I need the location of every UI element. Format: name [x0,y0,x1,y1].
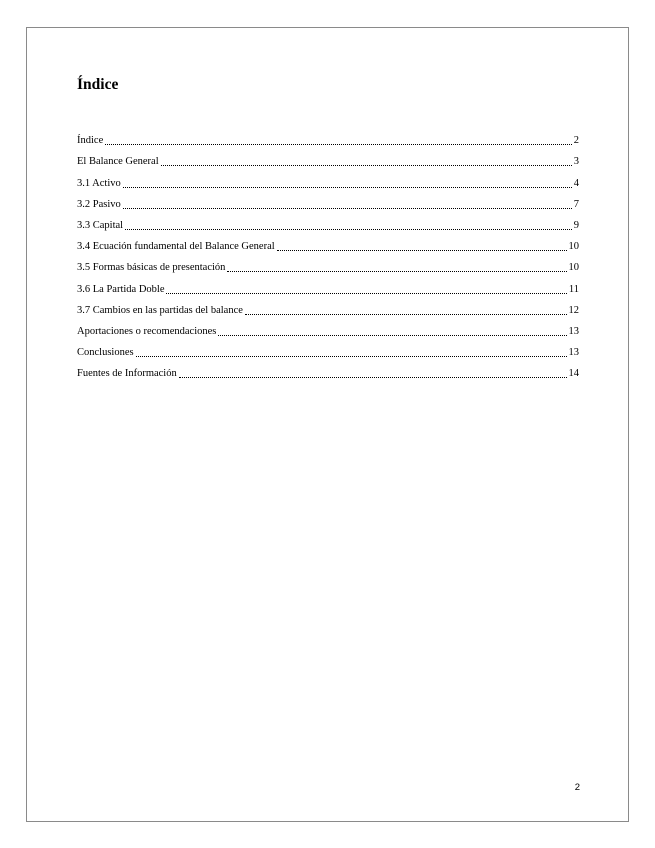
toc-entry-label: El Balance General [77,156,159,168]
toc-entry[interactable] [77,168,579,189]
dot-leader [136,356,567,357]
toc-entry[interactable] [77,126,579,147]
toc-entry[interactable] [77,317,579,338]
toc-entry-page: 13 [568,325,579,337]
page-number: 2 [574,782,580,793]
toc-entry-page: 9 [573,219,579,231]
toc-entry-page: 10 [568,241,579,253]
dot-leader [161,165,572,166]
toc-entry-label: Fuentes de Información [77,368,177,380]
toc-entry[interactable] [77,359,579,380]
toc-entry[interactable] [77,190,579,211]
dot-leader [179,377,567,378]
toc-entry-page: 13 [568,347,579,359]
dot-leader [245,314,567,315]
toc-entry-label: 3.5 Formas básicas de presentación [77,262,226,274]
toc-entry-page: 7 [573,198,579,210]
toc-entry-page: 12 [568,304,579,316]
dot-leader [218,335,566,336]
toc-entry-label: 3.3 Capital [77,219,124,231]
toc-entry-label: 3.2 Pasivo [77,198,121,210]
toc-entry-label: 3.1 Activo [77,177,121,189]
document-page [26,27,629,822]
toc-entry[interactable] [77,232,579,253]
toc-entry[interactable] [77,338,579,359]
dot-leader [123,187,572,188]
toc-entry[interactable] [77,253,579,274]
toc-entry[interactable] [77,296,579,317]
dot-leader [105,144,572,145]
toc-entry[interactable] [77,211,579,232]
toc-entry-label: 3.6 La Partida Doble [77,283,165,295]
toc-entry-label: 3.7 Cambios en las partidas del balance [77,304,243,316]
toc-entry-label: Aportaciones o recomendaciones [77,325,217,337]
toc-entry-label: Índice [77,135,104,147]
dot-leader [227,271,566,272]
toc-entry-label: Conclusiones [77,347,134,359]
toc-entry[interactable] [77,147,579,168]
toc-entry-page: 4 [573,177,579,189]
dot-leader [277,250,567,251]
toc-heading: Índice [77,76,119,93]
toc-entry-page: 2 [573,135,579,147]
dot-leader [123,208,572,209]
toc-entry-page: 3 [573,156,579,168]
dot-leader [166,293,566,294]
toc-entry-page: 10 [568,262,579,274]
dot-leader [125,229,572,230]
toc-list [77,126,579,380]
toc-entry-page: 14 [568,368,579,380]
toc-entry[interactable] [77,274,579,295]
toc-entry-label: 3.4 Ecuación fundamental del Balance General [77,241,275,253]
toc-entry-page: 11 [568,283,579,295]
